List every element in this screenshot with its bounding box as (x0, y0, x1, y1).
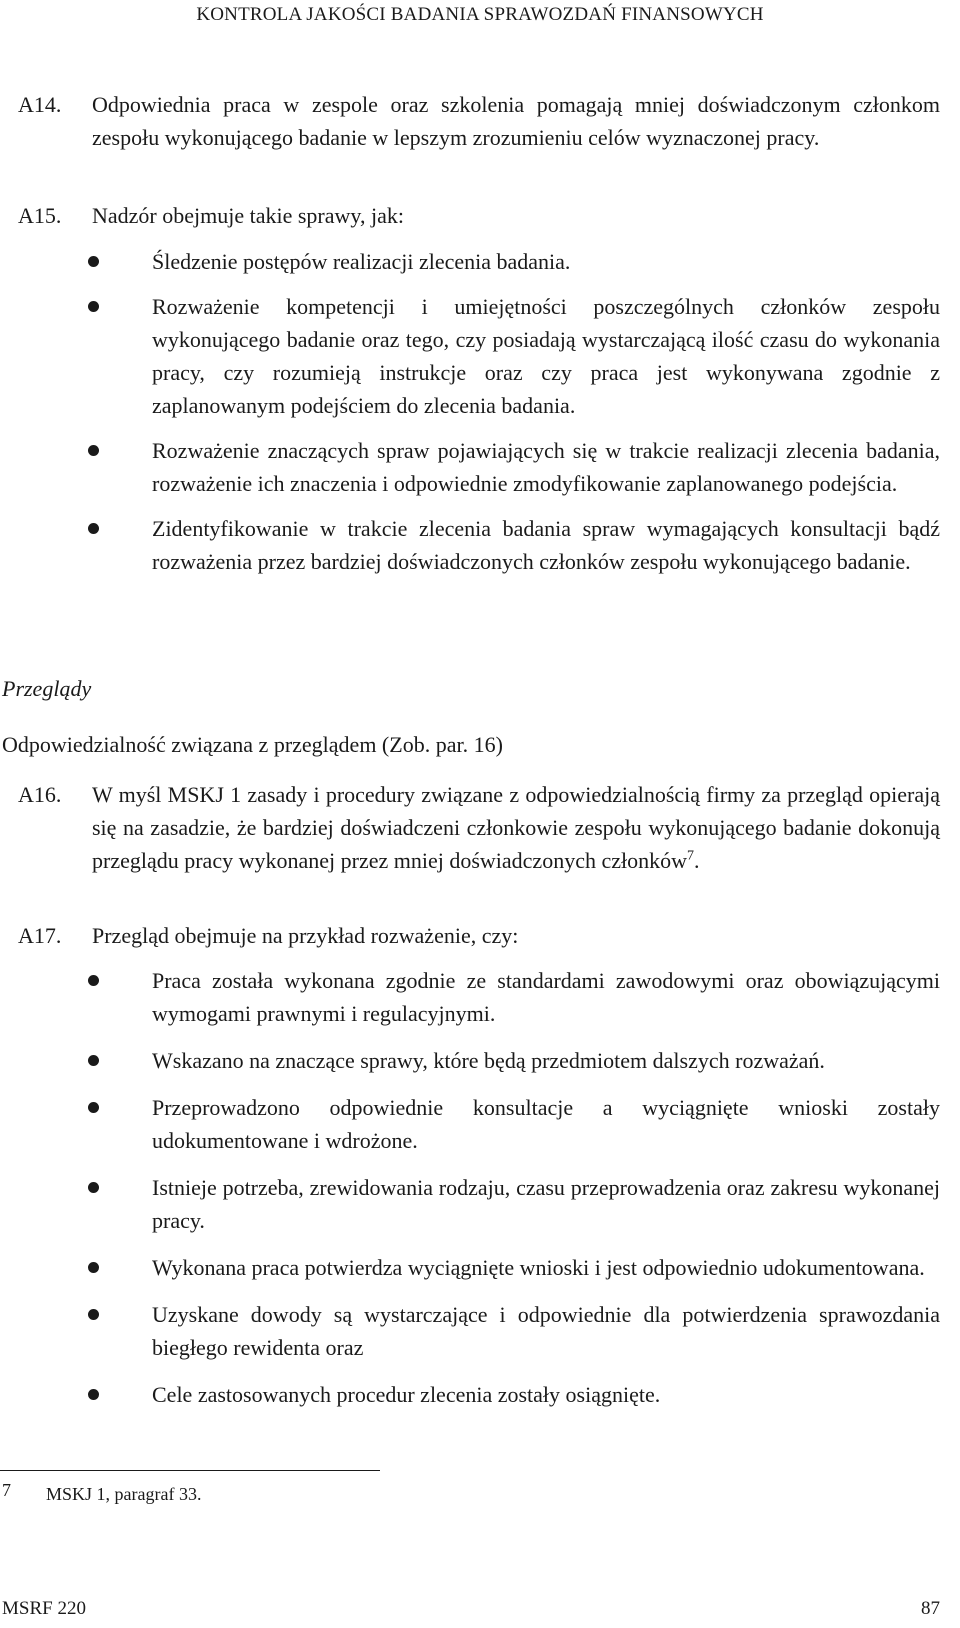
bullet-icon (88, 1389, 99, 1400)
paragraph-number: A15. (18, 203, 62, 228)
list-item: Wskazano na znaczące sprawy, które będą przedmiotem dalszych rozważań. (0, 1044, 940, 1077)
bullet-icon (88, 1309, 99, 1320)
footnote-divider (0, 1470, 380, 1471)
paragraph-a14 (18, 88, 940, 154)
paragraph-text: Nadzór obejmuje takie sprawy, jak: (92, 203, 404, 228)
footnote-number: 7 (2, 1480, 11, 1500)
bullet-icon (88, 256, 99, 267)
list-item: Praca została wykonana zgodnie ze standardami zawodowymi oraz obowiązującymi wymogami prawnymi i regulacyjnymi. (0, 964, 940, 1030)
footer-document-code: MSRF 220 (2, 1598, 86, 1619)
paragraph-a17 (18, 919, 940, 952)
list-item: Wykonana praca potwierdza wyciągnięte wnioski i jest odpowiednio udokumentowana. (0, 1251, 940, 1284)
page-number: 87 (921, 1598, 940, 1619)
section-subtitle: Odpowiedzialność związana z przeglądem (Zob. par. 16) (2, 732, 503, 757)
paragraph-text: Odpowiednia praca w zespole oraz szkolenia pomagają mniej doświadczonym członkom zespołu wykonującego badanie w lepszym zrozumieniu celów wyznaczonej pracy. (92, 92, 940, 150)
list-item: Istnieje potrzeba, zrewidowania rodzaju, czasu przeprowadzenia oraz zakresu wykonanej pracy. (0, 1171, 940, 1237)
list-item: Uzyskane dowody są wystarczające i odpowiednie dla potwierdzenia sprawozdania biegłego rewidenta oraz (0, 1298, 940, 1364)
paragraph-number: A16. (18, 782, 62, 807)
list-item: Przeprowadzono odpowiednie konsultacje a wyciągnięte wnioski zostały udokumentowane i wdrożone. (0, 1091, 940, 1157)
paragraph-text: Przegląd obejmuje na przykład rozważenie, czy: (92, 923, 519, 948)
footnote-text: MSKJ 1, paragraf 33. (46, 1484, 202, 1504)
list-item: Cele zastosowanych procedur zlecenia zostały osiągnięte. (0, 1378, 940, 1411)
paragraph-a16 (18, 778, 940, 877)
paragraph-number: A17. (18, 923, 62, 948)
bullet-icon (88, 975, 99, 986)
list-item: Rozważenie znaczących spraw pojawiających się w trakcie realizacji zlecenia badania, rozważenie ich znaczenia i odpowiednie zmodyfikowanie zaplanowanego podejścia. (0, 434, 940, 500)
paragraph-number: A14. (18, 92, 62, 117)
bullet-icon (88, 1182, 99, 1193)
bullet-icon (88, 523, 99, 534)
footnote-reference: 7 (687, 848, 694, 864)
bullet-icon (88, 1262, 99, 1273)
bullet-icon (88, 1055, 99, 1066)
list-item: Rozważenie kompetencji i umiejętności poszczególnych członków zespołu wykonującego badanie oraz tego, czy posiadają wystarczającą ilość czasu do wykonania pracy, czy rozumieją instrukcje oraz czy praca jest wykonywana zgodnie z zaplanowanym podejściem do zlecenia badania. (0, 290, 940, 422)
paragraph-a15 (18, 199, 940, 232)
a17-bullet-list (0, 964, 940, 1411)
section-title: Przeglądy (2, 676, 92, 701)
paragraph-text: W myśl MSKJ 1 zasady i procedury związane z odpowiedzialnością firmy za przegląd opierają się na zasadzie, że bardziej doświadczeni członkowie zespołu wykonującego badanie dokonują przeglądu pracy wykonanej przez mniej doświadczonych członków$^7$. (92, 782, 940, 873)
list-item: Zidentyfikowanie w trakcie zlecenia badania spraw wymagających konsultacji bądź rozważenia przez bardziej doświadczonych członków zespołu wykonującego badanie. (0, 512, 940, 578)
list-item: Śledzenie postępów realizacji zlecenia badania. (0, 245, 940, 278)
running-header: KONTROLA JAKOŚCI BADANIA SPRAWOZDAŃ FINANSOWYCH (196, 4, 764, 25)
bullet-icon (88, 1102, 99, 1113)
bullet-icon (88, 445, 99, 456)
a15-bullet-list (0, 245, 940, 578)
bullet-icon (88, 301, 99, 312)
